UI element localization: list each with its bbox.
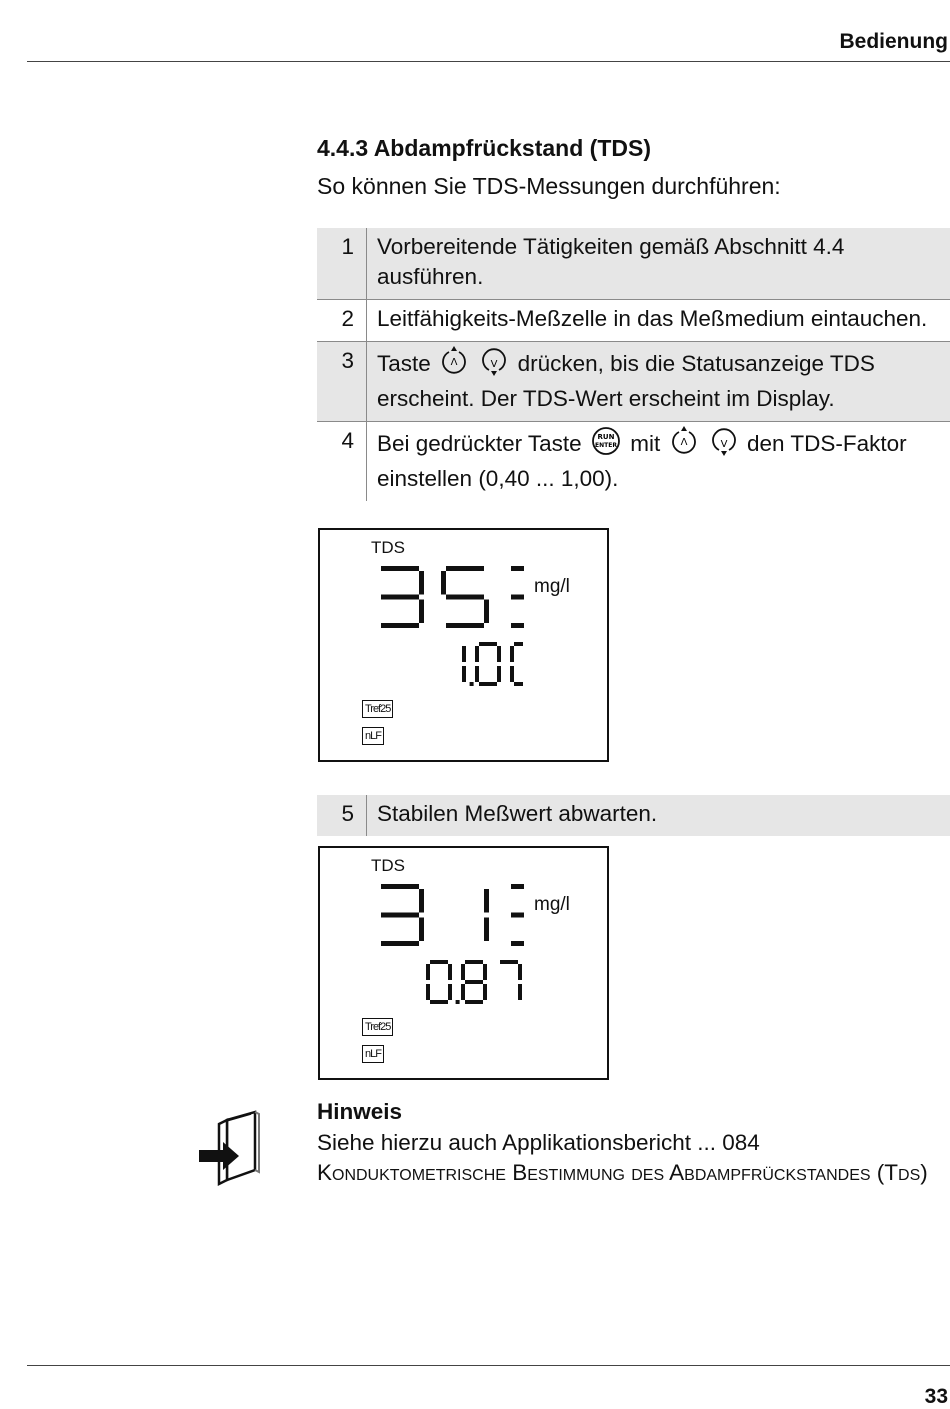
note-body [317, 1128, 950, 1188]
lcd-segment [518, 984, 522, 1000]
lcd-segment [381, 884, 419, 889]
lcd-segment [511, 884, 524, 889]
step-text [367, 342, 950, 421]
up-arrow-key-icon [439, 346, 469, 384]
section-heading: 4.4.3 Abdampfrückstand (TDS) [317, 135, 651, 161]
down-key-mark: V [720, 439, 728, 450]
lcd-segment [426, 964, 430, 980]
step-text [367, 422, 950, 501]
step-text-part: Bei gedrückter Taste [377, 431, 582, 456]
step-number: 5 [317, 795, 367, 836]
lcd-factor-value [438, 642, 523, 694]
lcd-segment [497, 646, 501, 662]
footer-rule [27, 1365, 950, 1366]
lcd-digit [461, 960, 487, 1004]
lcd-segment [484, 600, 489, 624]
lcd-segment [448, 984, 452, 1000]
lcd-mode-label: TDS [371, 856, 405, 875]
lcd-segment [479, 642, 497, 646]
header-rule [27, 61, 950, 62]
lcd-digit [510, 642, 523, 686]
lcd-segment [446, 595, 484, 600]
lcd-digit [500, 960, 522, 1000]
lcd-segment [484, 918, 489, 942]
lcd-segment [419, 918, 424, 942]
header-title: Bedienung [839, 30, 948, 53]
lcd-segment [511, 566, 524, 571]
lcd-segment [484, 889, 489, 913]
lcd-segment [483, 984, 487, 1000]
lcd-segment [381, 913, 419, 918]
step-text-part: mit [630, 431, 661, 456]
lcd-segment [461, 984, 465, 1000]
lcd-segment [446, 566, 484, 571]
lcd-digit [511, 566, 524, 628]
lcd-segment [465, 1000, 483, 1004]
tref-indicator: Tref25 [362, 700, 393, 718]
lcd-segment [419, 889, 424, 913]
lcd-digit [441, 566, 489, 628]
step-row [317, 422, 950, 501]
decimal-point [456, 1000, 460, 1004]
up-key-mark: Λ [680, 437, 687, 448]
lcd-segment [483, 964, 487, 980]
lcd-main-value [374, 566, 524, 636]
step-text: Leitfähigkeits-Meßzelle in das Meßmedium eintauchen. [377, 306, 928, 331]
lcd-digit [426, 960, 452, 1004]
note-line: Siehe hierzu auch Applikationsbericht ... 084 [317, 1130, 760, 1155]
lcd-segment [426, 984, 430, 1000]
lcd-segment [479, 682, 497, 686]
enter-key-label: ENTER [595, 442, 617, 449]
lcd-digit [511, 884, 524, 946]
up-arrow-key-icon [669, 426, 699, 464]
lcd-segment [430, 1000, 448, 1004]
lcd-segment [381, 595, 419, 600]
down-key-mark: V [490, 359, 498, 370]
step-text: Vorbereitende Tätigkeiten gemäß Abschnitt 4.4 ausführen. [377, 234, 845, 289]
lcd-segment [511, 595, 524, 600]
step-number: 4 [317, 422, 367, 501]
lcd-segment [511, 623, 524, 628]
step-row [317, 795, 950, 836]
lcd-segment [430, 960, 448, 964]
lcd-unit: mg/l [534, 576, 570, 597]
lcd-segment [514, 642, 523, 646]
down-arrow-key-icon [479, 346, 509, 384]
lcd-main-value [374, 884, 524, 954]
step-number: 1 [317, 228, 367, 299]
lcd-segment [511, 913, 524, 918]
lcd-digit [462, 646, 466, 682]
step-text: Stabilen Meßwert abwarten. [377, 801, 658, 826]
lcd-segment [475, 646, 479, 662]
lcd-segment [462, 646, 466, 662]
steps-table [317, 795, 950, 836]
step-row [317, 228, 950, 300]
lcd-segment [448, 964, 452, 980]
decimal-point [470, 682, 474, 686]
book-arrow-icon [197, 1108, 267, 1193]
step-number: 3 [317, 342, 367, 421]
step-text-part: drücken, bis die Statusanzeige TDS erscheint. Der TDS-Wert erscheint im Display. [377, 351, 875, 411]
step-row [317, 300, 950, 342]
lcd-segment [381, 941, 419, 946]
lcd-digit [381, 566, 424, 628]
up-key-mark: Λ [450, 357, 458, 368]
page-number: 33 [924, 1385, 948, 1408]
lcd-digit [381, 884, 424, 946]
note-reference: Konduktometrische Bestimmung des Abdampfrückstandes (Tds) [317, 1160, 928, 1185]
lcd-segment [511, 941, 524, 946]
lcd-display-1 [318, 528, 609, 762]
lcd-digit [484, 889, 489, 941]
lcd-segment [518, 964, 522, 980]
lcd-mode-label: TDS [371, 538, 405, 557]
lcd-digit [475, 642, 501, 686]
lcd-segment [500, 960, 518, 964]
run-enter-key-icon [590, 426, 622, 464]
lcd-segment [514, 682, 523, 686]
lcd-segment [510, 646, 514, 662]
lcd-segment [419, 571, 424, 595]
nlf-indicator: nLF [362, 727, 384, 745]
lcd-segment [510, 666, 514, 682]
lcd-segment [381, 623, 419, 628]
step-text-part: den TDS-Faktor einstellen (0,40 ... 1,00). [377, 431, 907, 491]
lcd-segment [441, 571, 446, 595]
step-text-part: Taste [377, 351, 431, 376]
section-intro: So können Sie TDS-Messungen durchführen: [317, 173, 781, 199]
lcd-factor-value [424, 960, 524, 1012]
lcd-segment [446, 623, 484, 628]
tref-indicator: Tref25 [362, 1018, 393, 1036]
down-arrow-key-icon [709, 426, 739, 464]
step-number: 2 [317, 300, 367, 341]
note-title: Hinweis [317, 1099, 403, 1124]
nlf-indicator: nLF [362, 1045, 384, 1063]
lcd-segment [497, 666, 501, 682]
lcd-unit: mg/l [534, 894, 570, 915]
lcd-display-2 [318, 846, 609, 1080]
lcd-segment [381, 566, 419, 571]
run-key-label: RUN [597, 433, 615, 441]
lcd-segment [465, 960, 483, 964]
lcd-segment [419, 600, 424, 624]
lcd-segment [462, 666, 466, 682]
step-row [317, 342, 950, 422]
lcd-segment [475, 666, 479, 682]
steps-table [317, 228, 950, 501]
lcd-segment [461, 964, 465, 980]
lcd-segment [465, 980, 483, 984]
